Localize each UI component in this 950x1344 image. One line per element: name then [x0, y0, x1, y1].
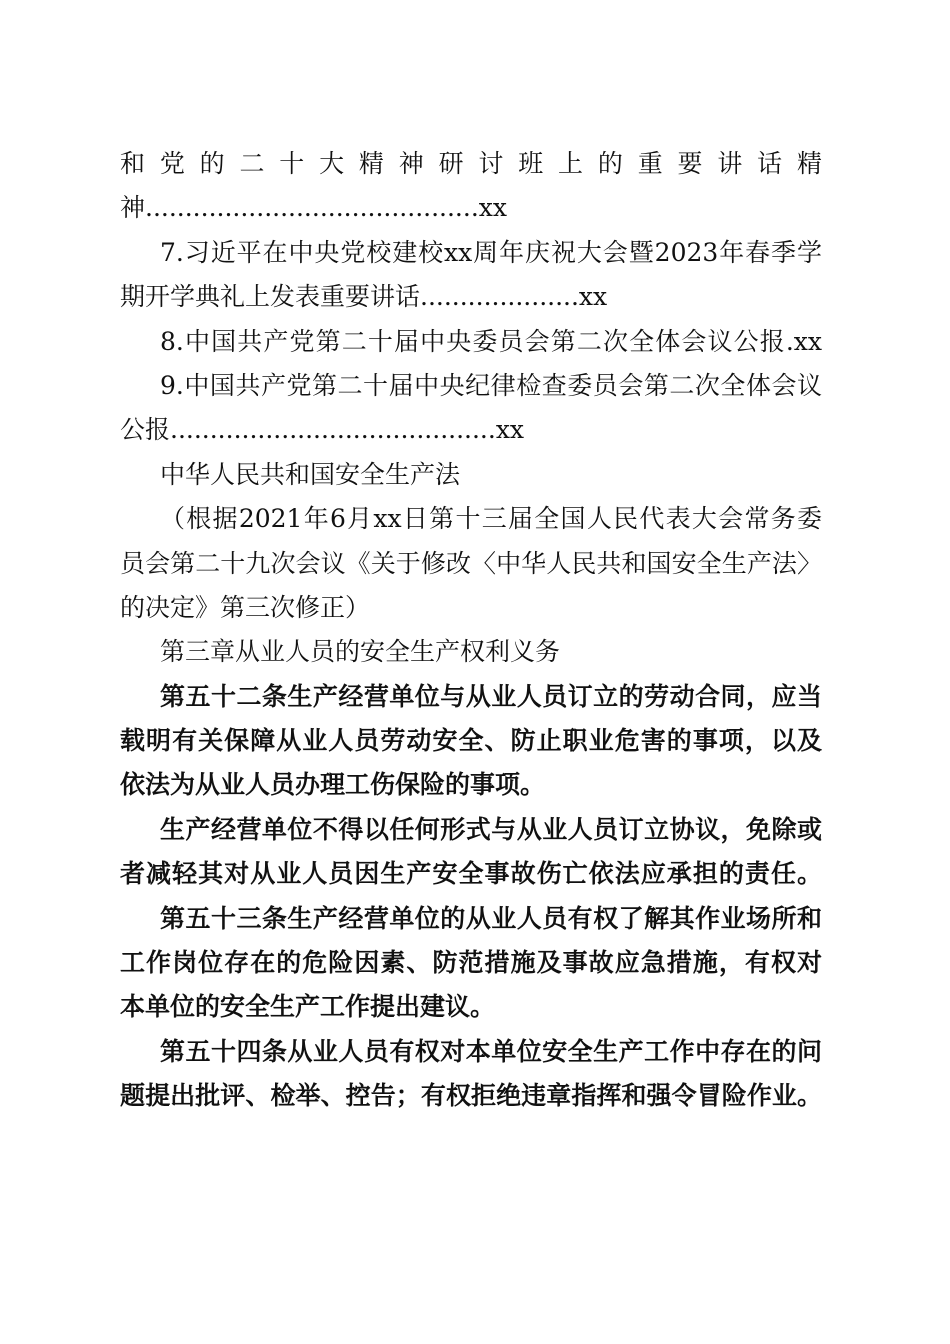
- text-line: 7.习近平在中央党校建校xx周年庆祝大会暨2023年春季学: [160, 237, 822, 267]
- text-line: 第五十四条从业人员有权对本单位安全生产工作中存在的问: [160, 1036, 822, 1066]
- text-line: 神..........................................xx: [120, 193, 507, 223]
- text-line: 题提出批评、检举、控告；有权拒绝违章指挥和强令冒险作业。: [120, 1081, 822, 1111]
- text-line: 第三章从业人员的安全生产权利义务: [160, 637, 561, 667]
- text-line: （根据2021年6月xx日第十三届全国人民代表大会常务委: [160, 504, 822, 534]
- text-line: 8.中国共产党第二十届中央委员会第二次全体会议公报.xx: [160, 326, 822, 356]
- text-line: 载明有关保障从业人员劳动安全、防止职业危害的事项，以及: [120, 726, 822, 756]
- text-line: 工作岗位存在的危险因素、防范措施及事故应急措施，有权对: [120, 948, 822, 978]
- text-line: 者减轻其对从业人员因生产安全事故伤亡依法应承担的责任。: [120, 859, 822, 889]
- text-line: 本单位的安全生产工作提出建议。: [120, 992, 496, 1022]
- document-page: [120, 144, 822, 1121]
- text-line: 第五十二条生产经营单位与从业人员订立的劳动合同，应当: [160, 681, 822, 711]
- text-line: 第五十三条生产经营单位的从业人员有权了解其作业场所和: [160, 903, 822, 933]
- text-line: 和党的二十大精神研讨班上的重要讲话精: [120, 149, 822, 178]
- text-line: 生产经营单位不得以任何形式与从业人员订立协议，免除或: [160, 814, 822, 844]
- text-line: 期开学典礼上发表重要讲话....................xx: [120, 282, 608, 312]
- text-line: 依法为从业人员办理工伤保险的事项。: [120, 770, 546, 800]
- text-line: 中华人民共和国安全生产法: [160, 459, 461, 489]
- text-line: 员会第二十九次会议《关于修改〈中华人民共和国安全生产法〉: [120, 548, 822, 578]
- text-line: 公报.........................................xx: [120, 415, 525, 445]
- text-line: 的决定》第三次修正）: [120, 592, 371, 622]
- text-line: 9.中国共产党第二十届中央纪律检查委员会第二次全体会议: [160, 370, 822, 400]
